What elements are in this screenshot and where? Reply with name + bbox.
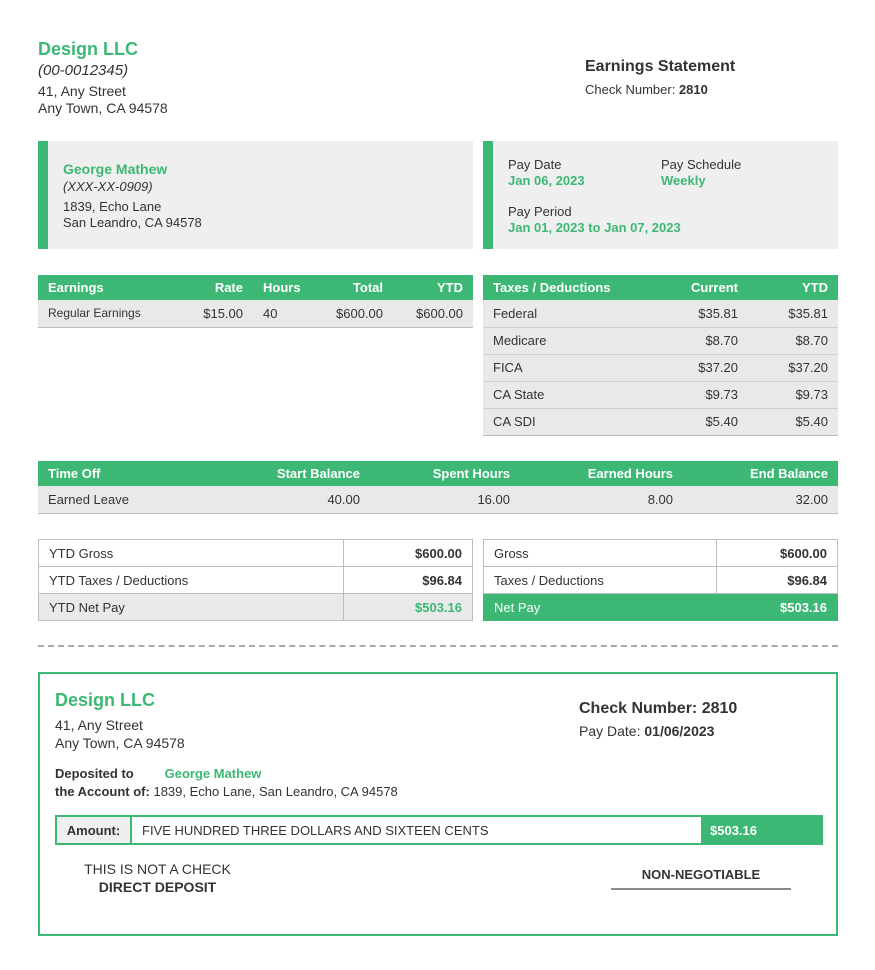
pay-date-value: Jan 06, 2023 (508, 173, 585, 188)
table-row (39, 594, 473, 621)
company-address-1: 41, Any Street (38, 83, 126, 99)
check-company-address-1: 41, Any Street (55, 717, 143, 733)
tax-current: $9.73 (658, 381, 748, 408)
time-off-cell-spent: 16.00 (370, 486, 520, 513)
time-off-header-spent: Spent Hours (370, 461, 520, 486)
taxes-header-ytd: YTD (748, 275, 838, 300)
time-off-table (38, 461, 838, 514)
time-off-header-start: Start Balance (220, 461, 370, 486)
earnings-cell-ytd: $600.00 (393, 300, 473, 327)
statement-block (585, 58, 735, 97)
taxes-table-wrap (483, 275, 838, 436)
tax-name: CA SDI (483, 408, 658, 435)
time-off-header-label: Time Off (38, 461, 220, 486)
time-off-header-end: End Balance (683, 461, 838, 486)
employee-name: George Mathew (63, 161, 168, 177)
time-off-cell-earned: 8.00 (520, 486, 683, 513)
employee-ssn: (XXX-XX-0909) (63, 179, 153, 194)
table-row (484, 567, 838, 594)
tax-name: Medicare (483, 327, 658, 354)
pay-schedule-value: Weekly (661, 173, 706, 188)
table-row (483, 327, 838, 354)
earnings-header-label: Earnings (38, 275, 183, 300)
deposited-label-2: the Account of: (55, 784, 150, 799)
table-row (38, 300, 473, 327)
earnings-header-total: Total (313, 275, 393, 300)
current-summary-wrap (483, 539, 838, 621)
not-check-block (70, 861, 245, 895)
pay-schedule-label: Pay Schedule (661, 157, 742, 172)
tax-current: $8.70 (658, 327, 748, 354)
check-pay-date-value: 01/06/2023 (644, 723, 715, 739)
amount-value: $503.16 (701, 817, 821, 843)
gross-value: $600.00 (716, 540, 837, 567)
ytd-taxes-label: YTD Taxes / Deductions (39, 567, 344, 594)
earnings-cell-rate: $15.00 (183, 300, 253, 327)
tear-line (38, 645, 838, 647)
tax-ytd: $37.20 (748, 354, 838, 381)
earnings-header-row (38, 275, 473, 300)
table-row (484, 594, 838, 621)
company-address-2: Any Town, CA 94578 (38, 100, 168, 116)
amount-box (55, 815, 823, 845)
pay-date-label: Pay Date (508, 157, 562, 172)
not-check-text: THIS IS NOT A CHECK (84, 861, 231, 877)
deposited-label-1: Deposited to (55, 766, 134, 781)
pay-period-label: Pay Period (508, 204, 572, 219)
table-row (483, 354, 838, 381)
employee-address-1: 1839, Echo Lane (63, 199, 162, 214)
ytd-taxes-value: $96.84 (343, 567, 472, 594)
employee-box-accent (38, 141, 48, 249)
tax-current: $35.81 (658, 300, 748, 327)
earnings-cell-total: $600.00 (313, 300, 393, 327)
statement-check-number (585, 82, 735, 97)
earnings-header-rate: Rate (183, 275, 253, 300)
net-pay-value: $503.16 (716, 594, 837, 621)
time-off-cell-start: 40.00 (220, 486, 370, 513)
check-company-name: Design LLC (55, 690, 156, 710)
direct-deposit-text: DIRECT DEPOSIT (98, 879, 217, 895)
ytd-summary-wrap (38, 539, 473, 621)
ytd-gross-label: YTD Gross (39, 540, 344, 567)
tax-ytd: $5.40 (748, 408, 838, 435)
non-negotiable: NON-NEGOTIABLE (611, 867, 791, 890)
earnings-header-ytd: YTD (393, 275, 473, 300)
employee-address-2: San Leandro, CA 94578 (63, 215, 202, 230)
taxes-header-current: Current (658, 275, 748, 300)
time-off-header-earned: Earned Hours (520, 461, 683, 486)
check-number-label: Check Number: (579, 700, 698, 717)
tax-ytd: $35.81 (748, 300, 838, 327)
earnings-header-hours: Hours (253, 275, 313, 300)
table-row (39, 567, 473, 594)
company-name: Design LLC (38, 39, 139, 59)
company-block (38, 39, 168, 116)
taxes-header-row (483, 275, 838, 300)
table-row (38, 486, 838, 513)
earnings-table-wrap (38, 275, 473, 328)
employee-box (38, 141, 473, 249)
pay-info-box (483, 141, 838, 249)
gross-label: Gross (484, 540, 717, 567)
ytd-net-value: $503.16 (343, 594, 472, 621)
time-off-cell-label: Earned Leave (38, 486, 220, 513)
amount-words: FIVE HUNDRED THREE DOLLARS AND SIXTEEN CENTS (142, 822, 489, 838)
table-row (483, 300, 838, 327)
taxes-label: Taxes / Deductions (484, 567, 717, 594)
tax-name: CA State (483, 381, 658, 408)
tax-name: FICA (483, 354, 658, 381)
tax-ytd: $9.73 (748, 381, 838, 408)
net-pay-label: Net Pay (484, 594, 717, 621)
pay-info-box-accent (483, 141, 493, 249)
check-pay-date-line (579, 723, 737, 739)
check-pay-date-label: Pay Date: (579, 723, 641, 739)
deposit-block (55, 766, 398, 799)
check-number-line (579, 700, 737, 718)
tax-ytd: $8.70 (748, 327, 838, 354)
earnings-table (38, 275, 473, 328)
table-row (39, 540, 473, 567)
ytd-net-label: YTD Net Pay (39, 594, 344, 621)
tax-name: Federal (483, 300, 658, 327)
time-off-header-row (38, 461, 838, 486)
payee-name: George Mathew (164, 766, 262, 781)
tax-current: $37.20 (658, 354, 748, 381)
tax-current: $5.40 (658, 408, 748, 435)
current-summary-table (483, 539, 838, 621)
taxes-table (483, 275, 838, 436)
check-company-address-2: Any Town, CA 94578 (55, 735, 185, 751)
ytd-gross-value: $600.00 (343, 540, 472, 567)
payee-address: 1839, Echo Lane, San Leandro, CA 94578 (153, 784, 398, 799)
taxes-header-label: Taxes / Deductions (483, 275, 658, 300)
table-row (484, 540, 838, 567)
time-off-table-wrap (38, 461, 838, 514)
ytd-summary-table (38, 539, 473, 621)
amount-label: Amount: (57, 817, 132, 843)
taxes-value: $96.84 (716, 567, 837, 594)
pay-period-value: Jan 01, 2023 to Jan 07, 2023 (508, 220, 681, 235)
company-id: (00-0012345) (38, 62, 129, 79)
check-number-value: 2810 (701, 700, 738, 717)
table-row (483, 381, 838, 408)
check-number-value: 2810 (678, 82, 708, 97)
earnings-cell-hours: 40 (253, 300, 313, 327)
table-row (483, 408, 838, 435)
check-stub (38, 672, 838, 936)
earnings-cell-label: Regular Earnings (38, 300, 183, 327)
check-number-label: Check Number: (585, 82, 676, 97)
time-off-cell-end: 32.00 (683, 486, 838, 513)
statement-title: Earnings Statement (585, 58, 736, 75)
